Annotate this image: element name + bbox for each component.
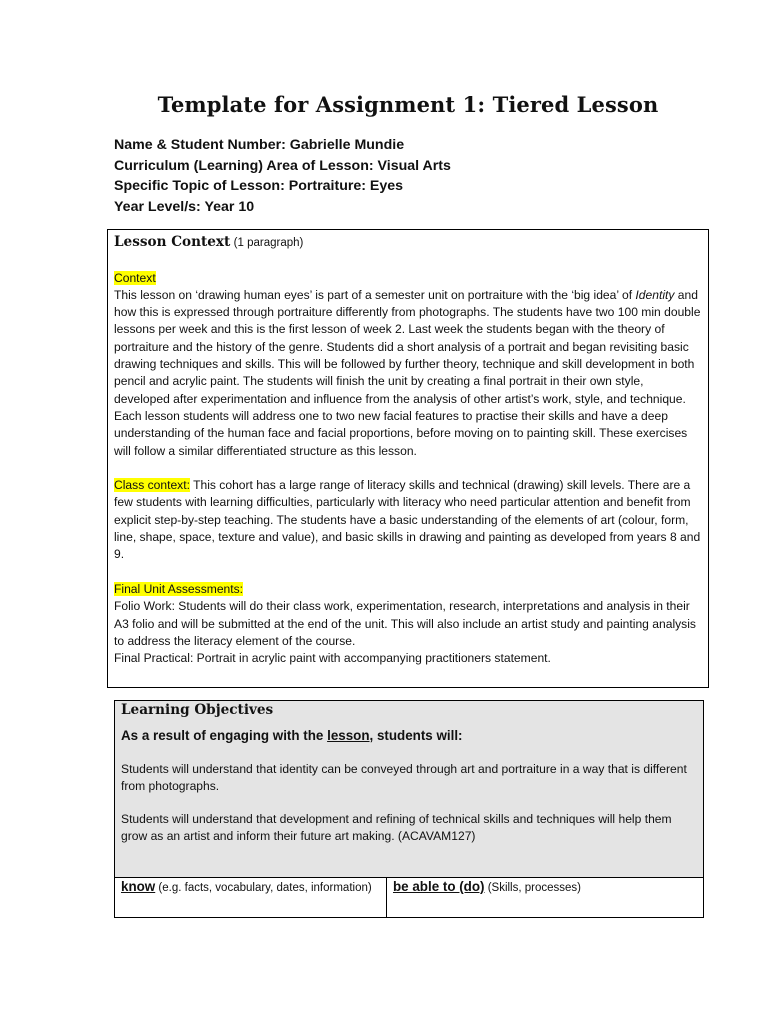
folio-paragraph: Folio Work: Students will do their class work, experimentation, research, interpretations and analysis in their A3 folio and will be submitted at the end of the unit. This will also include an artist study and painting analysis to address the literacy element of the course.: [114, 599, 696, 648]
class-context-label: Class context:: [114, 478, 190, 493]
topic-line: Specific Topic of Lesson: Portraiture: Eyes: [114, 178, 404, 195]
student-details: [114, 135, 451, 218]
learning-objectives-table: [114, 700, 704, 918]
objective-item: Students will understand that identity can be conveyed through art and portraiture in a way that is different from photographs.: [121, 761, 687, 793]
final-assessments-label: Final Unit Assessments:: [114, 581, 244, 596]
curriculum-line: Curriculum (Learning) Area of Lesson: Visual Arts: [114, 157, 451, 174]
name-line: Name & Student Number: Gabrielle Mundie: [114, 137, 405, 153]
lesson-context-note: (1 paragraph): [233, 237, 304, 249]
learning-objectives-heading: Learning Objectives: [121, 702, 274, 718]
objectives-intro: As a result of engaging with the lesson, students will:: [121, 728, 463, 744]
learning-objectives-cell: [115, 701, 703, 878]
context-paragraph: This lesson on ‘drawing human eyes’ is part of a semester unit on portraiture with the ‘big idea’ of Identity and how this is expressed through portraiture differently from photographs. The students have two 100 min double lessons per week and this is the first lesson of week 2. Last week the students began with the theory of portraiture and the history of the genre. Students did a short analysis of a portrait and began revisiting basic drawing techniques and skills. This will be followed by further theory, technique and skill development in both pencil and acrylic paint. The students will finish the unit by creating a final portrait in their own style, developed after experimentation and influence from the analysis of other artist’s work, style, and technique. Each lesson students will address one to two new facial features to practise their skills and have a deep understanding of the human face and facial proportions, before moving on to painting skill. These exercises will follow a similar differentiated structure as this lesson.: [114, 287, 701, 458]
objective-item: Students will understand that development and refining of technical skills and techniques will help them grow as an artist and inform their future art making. (ACAVAM127): [121, 812, 672, 844]
class-context-paragraph: Class context: This cohort has a large range of literacy skills and technical (drawing) skill levels. There are a few students with learning difficulties, particularly with literacy who need particular attention and benefit from explicit step-by-step teaching. The students have a basic understanding of the elements of art (colour, form, line, shape, space, texture and value), and basic skills in drawing and painting as developed from years 8 and 9.: [114, 478, 701, 562]
lesson-context-title: Lesson Context: [114, 234, 231, 250]
document-title: Template for Assignment 1: Tiered Lesson: [157, 92, 659, 117]
do-column-header: be able to (do) (Skills, processes): [387, 878, 703, 917]
know-column-header: know (e.g. facts, vocabulary, dates, information): [115, 878, 387, 917]
lesson-context-heading: [114, 234, 702, 252]
year-line: Year Level/s: Year 10: [114, 199, 255, 216]
lesson-context-box: [107, 229, 709, 688]
practical-paragraph: Final Practical: Portrait in acrylic paint with accompanying practitioners statement.: [114, 651, 551, 666]
know-do-row: [115, 878, 703, 917]
context-label: Context: [114, 270, 156, 285]
